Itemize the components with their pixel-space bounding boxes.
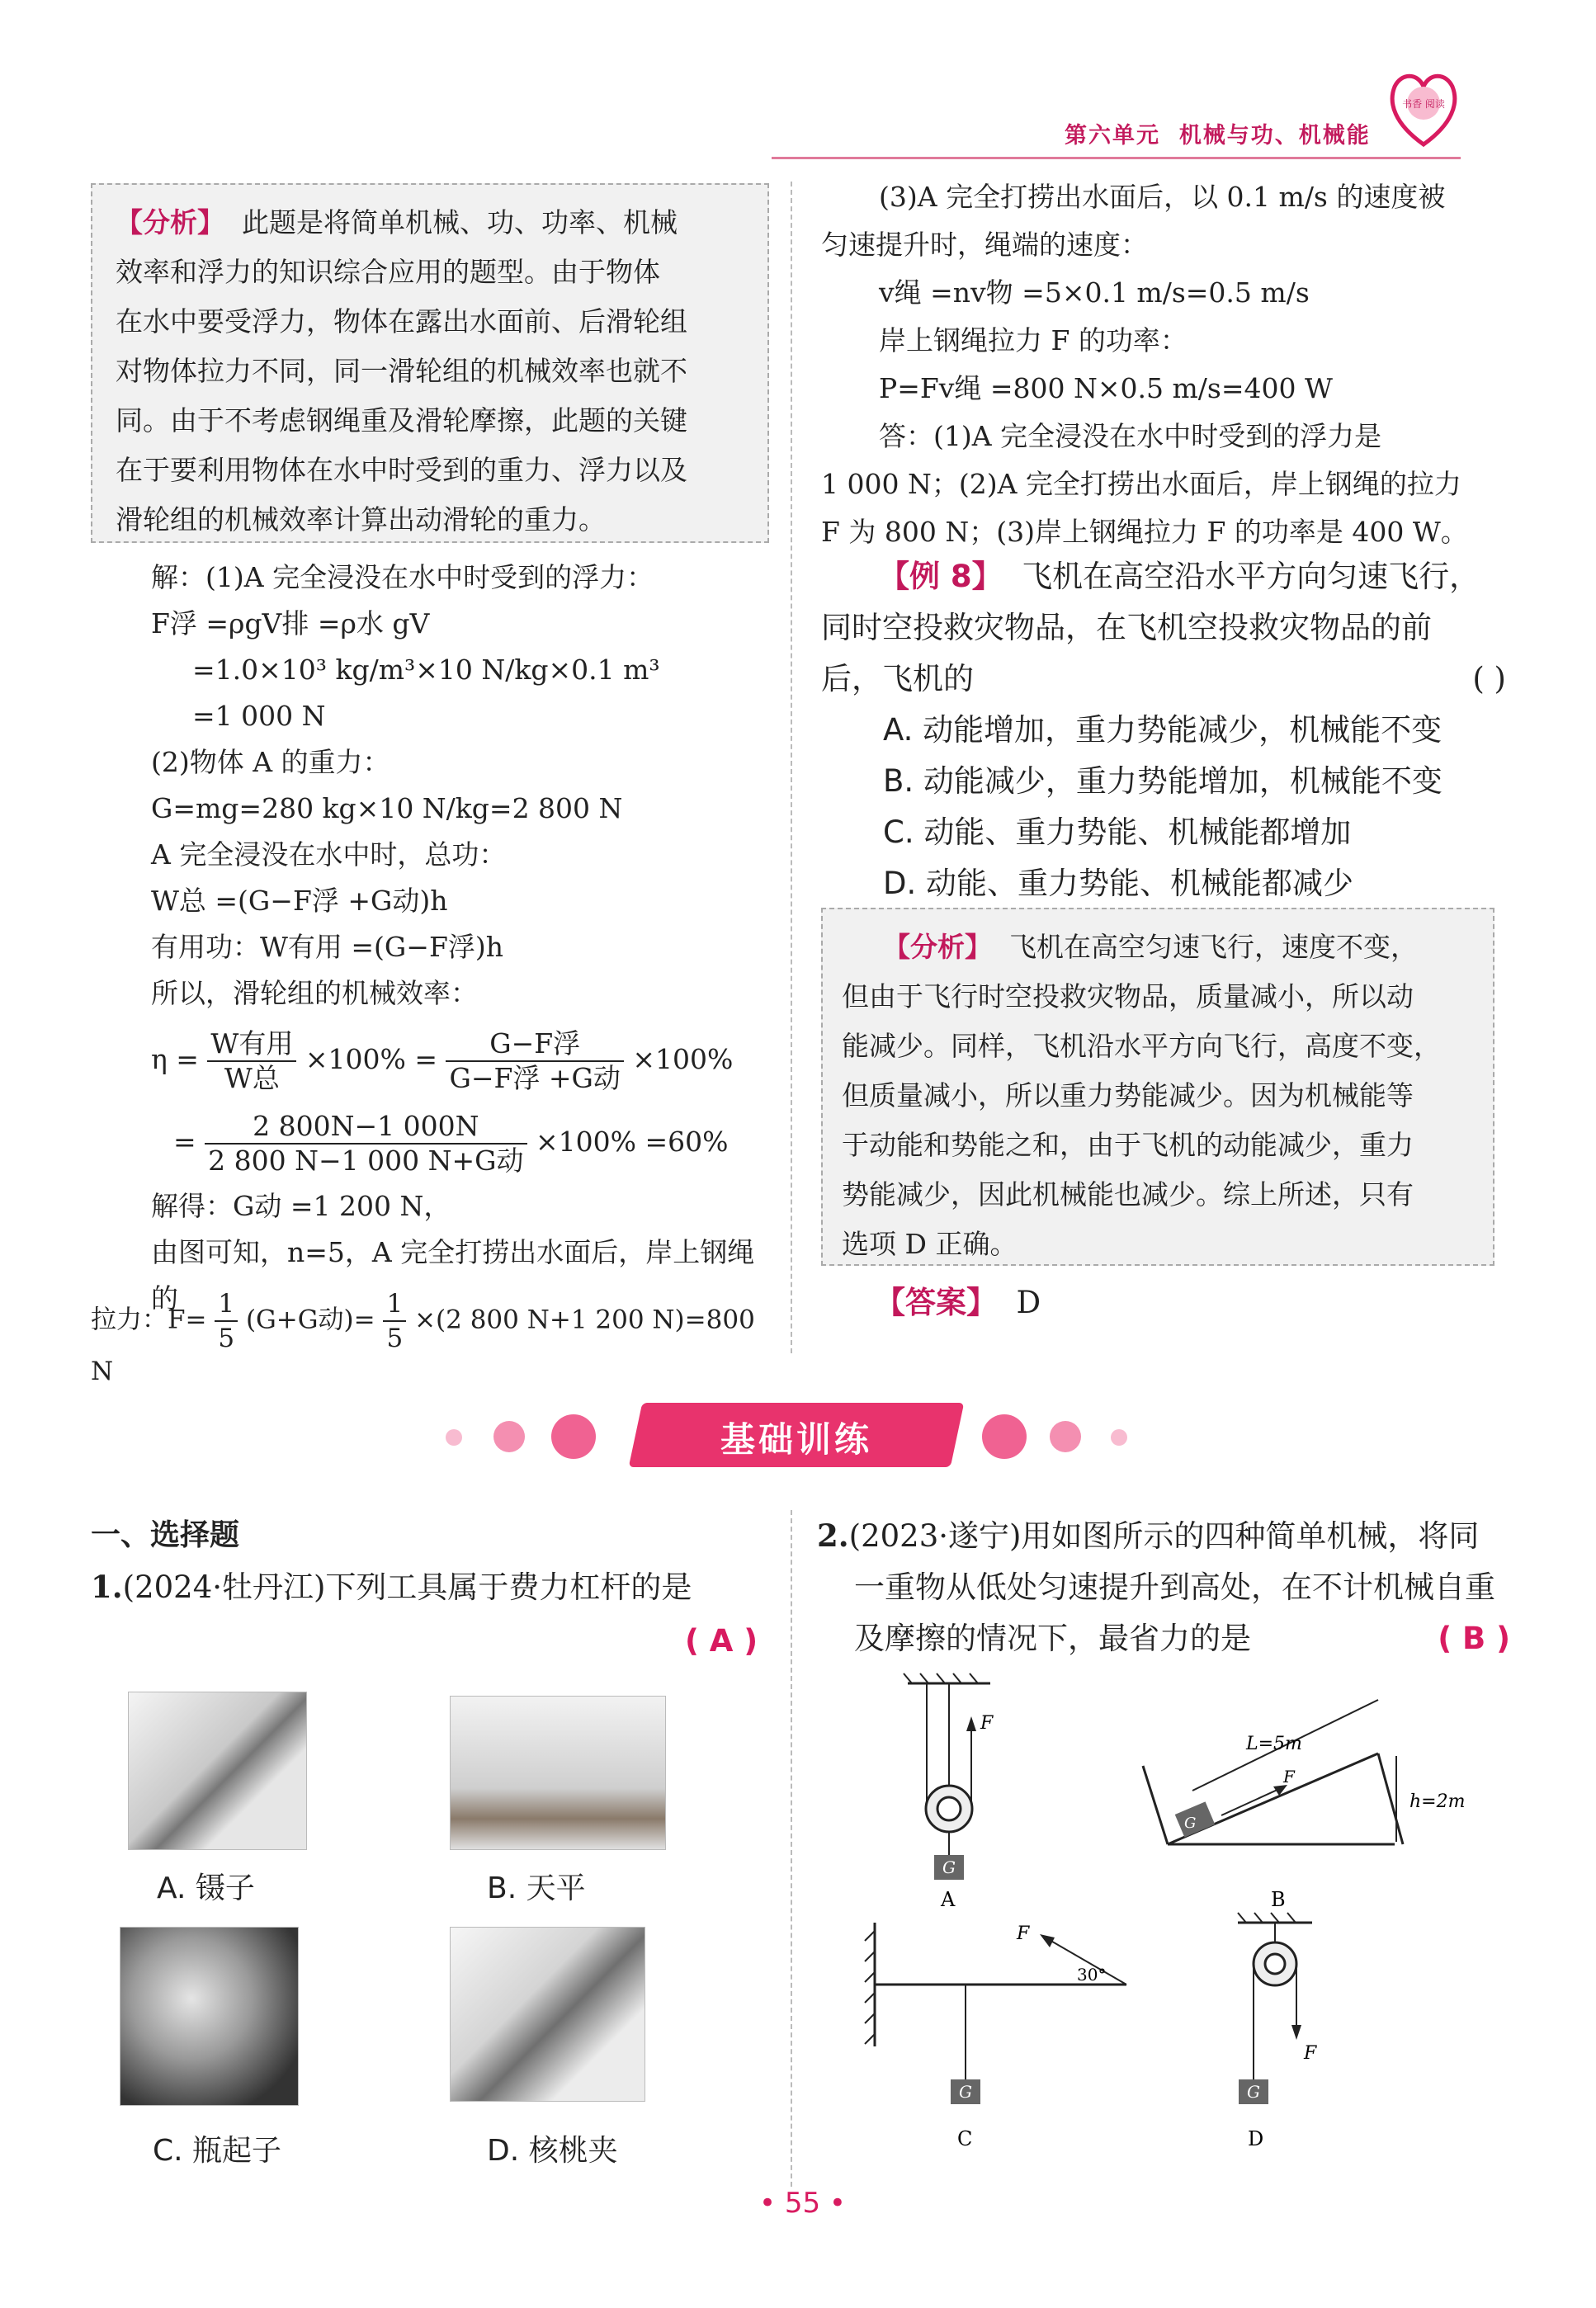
bottle-opener-photo xyxy=(120,1927,299,2106)
balance-photo xyxy=(450,1696,666,1850)
option-c: C. 动能、重力势能、机械能都增加 xyxy=(883,814,1352,850)
banner-dot xyxy=(493,1421,525,1452)
movable-pulley-diagram xyxy=(1238,1913,1317,2150)
lever-diagram xyxy=(865,1923,1126,2150)
solution-part3: (3)A 完全打捞出水面后，以 0.1 m/s 的速度被 匀速提升时，绳端的速度： v绳 =nv物 =5×0.1 m/s=0.5 m/s 岸上钢绳拉力 F 的功率： P=Fv绳 =800 N×0.5 m/s=400 W 答：(1)A 完全浸没在水中时受到的浮力是 1 000 N；(2)A 完全打捞出水面后，岸上钢绳的拉力 F 为 800 N；(3)岸上钢绳拉力 F 的功率是 400 W。 xyxy=(821,181,1468,548)
question-1: 1.(2024·牡丹江)下列工具属于费力杠杆的是 xyxy=(91,1569,692,1605)
analysis-text-right: 【分析】 飞机在高空匀速飞行，速度不变， 但由于飞行时空投救灾物品，质量减小，所以动 能减少。同样，飞机沿水平方向飞行，高度不变， 但质量减小，所以重力势能减少。因为机械能等 于动能和势能之和，由于飞机的动能减少，重力 势能减少，因此机械能也减少。综上所述，只有 选项 D 正确。 xyxy=(842,931,1441,1260)
svg-text:F: F xyxy=(1283,1767,1295,1786)
header-divider xyxy=(772,157,1461,159)
nutcracker-photo xyxy=(450,1927,645,2102)
banner-dot xyxy=(551,1414,596,1459)
svg-text:B: B xyxy=(1271,1888,1286,1911)
option-a: A. 动能增加，重力势能减少，机械能不变 xyxy=(883,712,1443,748)
analysis-text-left: 【分析】 此题是将简单机械、功、功率、机械 效率和浮力的知识综合应用的题型。由于物体 在水中要受浮力，物体在露出水面前、后滑轮组 对物体拉力不同，同一滑轮组的机械效率也就不 同。由于不考虑钢绳重及滑轮摩擦，此题的关键 在于要利用物体在水中时受到的重力、浮力以及 滑轮组的机械效率计算出动滑轮的重力。 xyxy=(116,206,687,536)
option-d-caption: D. 核桃夹 xyxy=(487,2134,618,2168)
page-number: • 55 • xyxy=(759,2187,846,2220)
svg-text:书香 阅读: 书香 阅读 xyxy=(1402,98,1445,110)
banner-dot xyxy=(446,1429,462,1446)
analysis-tag: 【分析】 xyxy=(116,206,224,238)
svg-text:D: D xyxy=(1248,2127,1264,2150)
section-banner-title: 基础训练 xyxy=(720,1419,872,1460)
banner-dot xyxy=(1050,1421,1081,1452)
section-heading: 一、选择题 xyxy=(91,1518,240,1552)
example-8: 【例 8】 飞机在高空沿水平方向匀速飞行， 同时空投救灾物品，在飞机空投救灾物品的前 后，飞机的 ( ) A. 动能增加，重力势能减少，机械能不变 B. 动能减少，重力势能增加，机械能不变 C. 动能、重力势能、机械能都增加 D. 动能、重力势能、机械能都减少 xyxy=(821,551,1506,909)
question-2: 2.(2023·遂宁)用如图所示的四种简单机械，将同 一重物从低处匀速提升到高处，在不计机械自重 及摩擦的情况下，最省力的是 ( B ) xyxy=(817,1517,1510,1656)
efficiency-formula: η = $\frac{\text{W有用}}{\text{W总}}$ ×100% = $\frac{\text{G−F浮}}{\text{G−F浮 +G动}}$ ×100% xyxy=(151,1027,734,1094)
book-logo-icon xyxy=(1386,66,1461,149)
efficiency-result: = $\frac{2 800N-1 000N}{\text{2 800 N−1 000 N+G动}}$ ×100% =60% xyxy=(173,1110,729,1177)
svg-text:C: C xyxy=(957,2127,973,2150)
column-divider-lower xyxy=(791,1510,792,2187)
option-d: D. 动能、重力势能、机械能都减少 xyxy=(883,866,1354,901)
svg-text:A: A xyxy=(941,1888,956,1911)
svg-text:F: F xyxy=(1017,1923,1030,1944)
tweezers-photo xyxy=(128,1692,307,1850)
svg-text:G: G xyxy=(1247,2082,1260,2102)
answer-paren: ( ) xyxy=(1472,661,1506,696)
solution-tail: 解得：G动 =1 200 N， 由图可知，n=5，A 完全打捞出水面后，岸上钢绳的 xyxy=(151,1190,755,1314)
svg-text:F: F xyxy=(980,1713,994,1734)
option-b-caption: B. 天平 xyxy=(487,1871,586,1905)
svg-text:30°: 30° xyxy=(1077,1965,1107,1985)
answer-line: 【答案】 D xyxy=(875,1285,1041,1320)
banner-dot xyxy=(1111,1429,1127,1446)
option-b: B. 动能减少，重力势能增加，机械能不变 xyxy=(883,763,1443,799)
svg-text:h=2m: h=2m xyxy=(1409,1791,1466,1812)
option-c-caption: C. 瓶起子 xyxy=(153,2134,282,2168)
svg-text:L=5m: L=5m xyxy=(1246,1734,1302,1754)
solution-block: 解：(1)A 完全浸没在水中时受到的浮力： F浮 =ρgV排 =ρ水 gV =1.0×10³ kg/m³×10 N/kg×0.1 m³ =1 000 N (2)物体 A 的重力： G=mg=280 kg×10 N/kg=2 800 N A 完全浸没在水中时，总功： W总 =(G−F浮 +G动)h 有用功：W有用 =(G−F浮)h 所以，滑轮组的机械效率： xyxy=(151,561,660,1009)
incline-diagram xyxy=(1143,1700,1465,1911)
pull-force-formula: 拉力：F= $\frac{1}{5}$ (G+G动)= $\frac{1}{5}$ ×(2 800 N+1 200 N)=800 N xyxy=(91,1289,755,1386)
example-tag: 【例 8】 xyxy=(879,559,1003,594)
header-unit: 第六单元 机械与功、机械能 xyxy=(1065,123,1371,149)
fixed-pulley-diagram xyxy=(904,1673,994,1911)
svg-text:F: F xyxy=(1304,2043,1317,2064)
simple-machines-figure xyxy=(842,1667,1502,2170)
svg-text:G: G xyxy=(942,1857,956,1877)
svg-text:G: G xyxy=(1184,1815,1197,1832)
svg-text:G: G xyxy=(959,2082,972,2102)
banner-dot xyxy=(982,1414,1027,1459)
column-divider xyxy=(791,182,792,1353)
option-a-caption: A. 镊子 xyxy=(157,1871,255,1905)
q1-answer: ( A ) xyxy=(685,1623,758,1659)
